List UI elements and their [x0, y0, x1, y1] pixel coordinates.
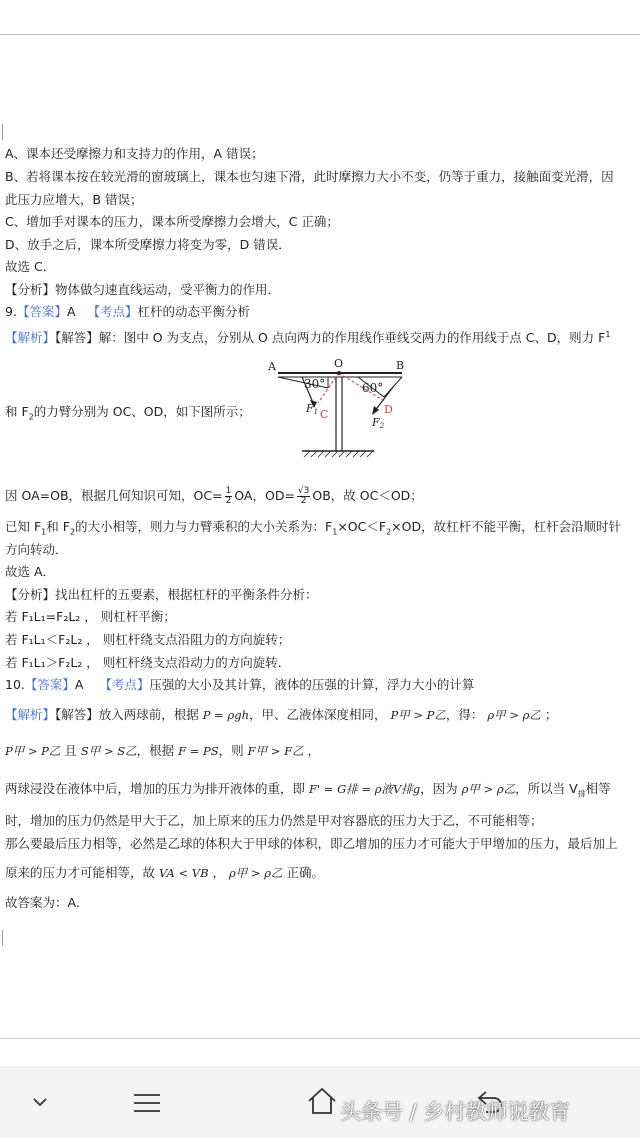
- question-number: 10.: [5, 677, 25, 692]
- formula: P = ρgh: [202, 708, 249, 722]
- jiexi-tag: 【解析】: [5, 707, 56, 722]
- formula: ρ甲 > ρ乙: [487, 708, 541, 722]
- label-O: O: [334, 357, 344, 370]
- text: ，则: [218, 743, 244, 758]
- text: OA，OD=: [234, 488, 295, 503]
- label-C: C: [320, 408, 329, 421]
- formula: VA < VB: [159, 866, 209, 880]
- formula: P甲 > P乙: [5, 744, 61, 758]
- formula: F' = G排 = ρ液V排g: [309, 782, 421, 796]
- kaodian-value: 杠杆的动态平衡分析: [137, 304, 250, 319]
- chevron-down-icon[interactable]: [32, 1096, 48, 1108]
- text-line: C、增加手对课本的压力，课本所受摩擦力会增大，C 正确；: [5, 214, 339, 229]
- answer-tag: 【答案】: [16, 304, 67, 319]
- text: 已知 F: [5, 519, 42, 534]
- text-line: B、若将课本按在较光滑的窗玻璃上，课本也匀速下滑，此时摩擦力大小不变，仍等于重力，接触面变光滑，因: [5, 169, 614, 184]
- q9-jiexi-line: 【解析】【解答】解：图中 O 为支点，分别从 O 点向两力的作用线作垂线交两力的作用线于点 C、D，则力 $F^1$: [5, 330, 611, 346]
- q10-line2: P甲 > P乙 且 S甲 > S乙，根据 F = PS，则 F甲 > F乙 ，: [5, 743, 321, 758]
- fraction-sqrt3-half: $\frac{√3}{2}$: [297, 486, 310, 506]
- text: 和 F: [5, 404, 29, 419]
- q9-line2: 和 $F_2$的力臂分别为 OC、OD，如下图所示；: [5, 404, 251, 422]
- label-F1: F1: [306, 402, 319, 416]
- page-bracket-bottom: [2, 930, 7, 946]
- subscript: 排: [577, 789, 586, 799]
- text: 且: [64, 743, 77, 758]
- lever-diagram: [262, 356, 412, 468]
- formula: S甲 > S乙: [80, 744, 137, 758]
- jiexi-text: 【解答】解：图中 O 为支点，分别从 O 点向两力的作用线作垂线交两力的作用线于点 C、D，则力 F: [55, 330, 606, 346]
- text-line: 若 F₁L₁＜F₂L₂ ， 则杠杆绕支点沿阻力的方向旋转；: [5, 632, 291, 647]
- label-B: B: [396, 359, 405, 372]
- text-line: 若 F₁L₁＞F₂L₂ ， 则杠杆绕支点沿动力的方向旋转．: [5, 655, 291, 670]
- text: 【解答】放入两球前，根据: [55, 707, 199, 722]
- formula: F = PS: [178, 744, 219, 758]
- text-line: A、课本还受摩擦力和支持力的作用，A 错误；: [5, 146, 264, 161]
- text: OB，故 OC＜OD；: [312, 488, 423, 503]
- q10-answer-line: [5, 676, 474, 694]
- text: 的大小相等，则力与力臂乘积的大小关系为：F: [75, 519, 333, 534]
- text: ，得：: [445, 707, 484, 722]
- formula: F甲 > F乙: [247, 744, 304, 758]
- q9-line3: [5, 487, 423, 506]
- menu-icon[interactable]: [132, 1092, 162, 1114]
- bottom-divider: [0, 1038, 640, 1039]
- kaodian-tag: 【考点】: [99, 677, 150, 692]
- angle-60: 60°: [362, 381, 384, 395]
- top-divider: [0, 34, 640, 35]
- answer-value: A: [74, 677, 84, 692]
- formula: ρ甲 > ρ乙: [229, 866, 283, 880]
- label-A: A: [268, 360, 276, 373]
- text: 相等: [585, 781, 611, 796]
- text: 因 OA=OB，根据几何知识可知，OC=: [5, 488, 223, 503]
- kaodian-value: 压强的大小及其计算，液体的压强的计算，浮力大小的计算: [149, 677, 475, 692]
- fraction-half: $\frac{1}{2}$: [225, 486, 232, 506]
- kaodian-tag: 【考点】: [87, 304, 138, 319]
- text: 两球浸没在液体中后，增加的压力为排开液体的重，即: [5, 781, 306, 796]
- text: ×OD，故杠杆不能平衡，杠杆会沿顺时针: [391, 519, 622, 534]
- home-icon[interactable]: [306, 1086, 338, 1116]
- answer-tag: 【答案】: [24, 677, 75, 692]
- text: 正确。: [286, 865, 324, 880]
- watermark: 头条号 / 乡村教师说教育: [340, 1100, 571, 1124]
- q9-answer-line: [5, 303, 250, 321]
- text: 的力臂分别为 OC、OD，如下图所示；: [33, 404, 251, 419]
- text-line: 方向转动．: [5, 542, 68, 557]
- text: ，所以当 V: [515, 781, 578, 796]
- text-line: 【分析】找出杠杆的五要素，根据杠杆的平衡条件分析：: [5, 587, 318, 602]
- q10-line3: [5, 780, 611, 804]
- text: ，甲、乙液体深度相同，: [248, 707, 387, 722]
- formula: ρ甲 > ρ乙: [461, 782, 516, 796]
- label-D: D: [384, 403, 393, 416]
- q9-line4: 已知 $F_1$和 $F_2$的大小相等，则力与力臂乘积的大小关系为：$F_1\times OC<F_2\times OD$，故杠杆不能平衡，杠杆会沿顺时针: [5, 519, 622, 537]
- text: ，根据: [136, 743, 175, 758]
- text-line: 故答案为：A.: [5, 895, 80, 910]
- text-line: 若 F₁L₁=F₂L₂ ， 则杠杆平衡；: [5, 609, 176, 624]
- question-number: 9.: [5, 304, 17, 319]
- text-line: 故选 C．: [5, 259, 56, 274]
- text: 原来的压力才可能相等，故: [5, 865, 156, 880]
- formula: P甲 > P乙: [390, 708, 446, 722]
- text-line: D、放手之后，课本所受摩擦力将变为零，D 错误．: [5, 237, 291, 252]
- answer-value: A: [66, 304, 76, 319]
- text-line: 故选 A．: [5, 564, 56, 579]
- text: 和 F: [46, 519, 70, 534]
- text-line: 时，增加的压力仍然是甲大于乙，加上原来的压力仍然是甲对容器底的压力大于乙，不可能相等；: [5, 813, 543, 828]
- text-line: 那么要最后压力相等，必然是乙球的体积大于甲球的体积，即乙增加的压力才可能大于甲增加的压力，最后加上: [5, 836, 618, 851]
- page-bracket-top: [2, 124, 7, 140]
- q10-line6: 原来的压力才可能相等，故 VA < VB ， ρ甲 > ρ乙 正确。: [5, 865, 324, 880]
- jiexi-tag: 【解析】: [5, 330, 56, 346]
- text: ，因为: [420, 781, 458, 796]
- text: ×OC＜F: [337, 519, 387, 534]
- angle-30: 30°: [304, 377, 326, 391]
- q10-jiexi-line: 【解析】【解答】放入两球前，根据 P = ρgh，甲、乙液体深度相同， P甲 > P乙，得： ρ甲 > ρ乙 ；: [5, 707, 558, 722]
- text-line: 此压力应增大，B 错误；: [5, 192, 143, 207]
- label-F2: F2: [372, 416, 385, 430]
- text-line: 【分析】物体做匀速直线运动，受平衡力的作用．: [5, 282, 281, 297]
